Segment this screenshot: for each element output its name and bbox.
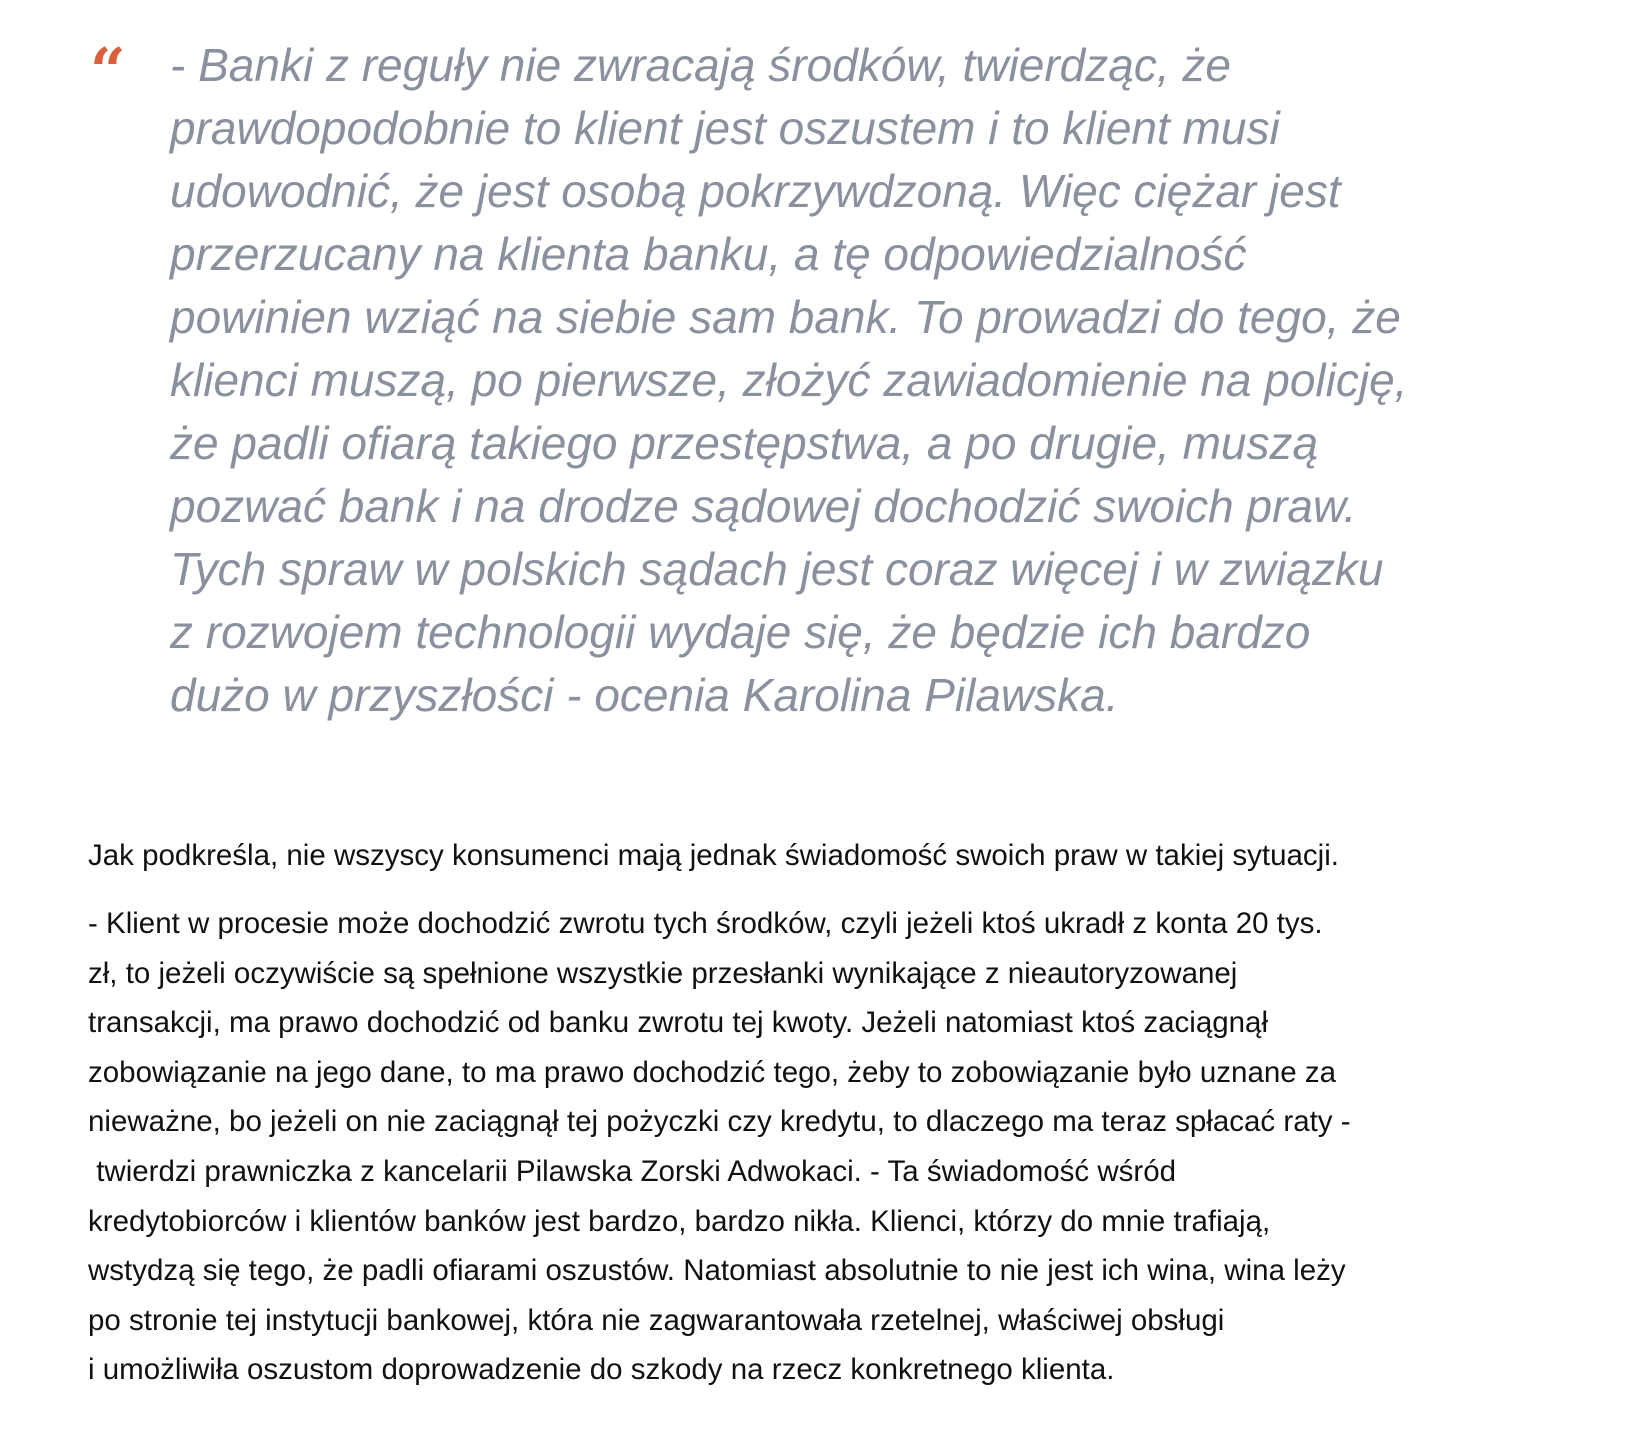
paragraph-line: transakcji, ma prawo dochodzić od banku zwrotu tej kwoty. Jeżeli natomiast ktoś zaciągnął xyxy=(88,1006,1269,1040)
quote-line: przerzucany na klienta banku, a tę odpowiedzialność xyxy=(170,228,1247,280)
paragraph-lawyer-statement xyxy=(88,899,1568,1395)
paragraph-line: nieważne, bo jeżeli on nie zaciągnął tej pożyczki czy kredytu, to dlaczego ma teraz spłacać raty - xyxy=(88,1105,1351,1139)
paragraph-line: wstydzą się tego, że padli ofiarami oszustów. Natomiast absolutnie to nie jest ich wina, wina leży xyxy=(88,1254,1346,1288)
quote-line: prawdopodobnie to klient jest oszustem i to klient musi xyxy=(170,102,1280,154)
paragraph-line: kredytobiorców i klientów banków jest bardzo, bardzo nikła. Klienci, którzy do mnie trafiają, xyxy=(88,1204,1271,1238)
paragraph-awareness xyxy=(88,828,1568,884)
paragraph-line: zobowiązanie na jego dane, to ma prawo dochodzić tego, żeby to zobowiązanie było uznane za xyxy=(88,1055,1337,1089)
paragraph-line: zł, to jeżeli oczywiście są spełnione wszystkie przesłanki wynikające z nieautoryzowanej xyxy=(88,956,1238,990)
paragraph-line: Jak podkreśla, nie wszyscy konsumenci mają jednak świadomość swoich praw w takiej sytuacji. xyxy=(88,839,1339,872)
quote-line: powinien wziąć na siebie sam bank. To prowadzi do tego, że xyxy=(170,291,1401,343)
quote-line: dużo w przyszłości - ocenia Karolina Pilawska. xyxy=(170,669,1119,721)
quote-open-icon: “ xyxy=(90,34,124,107)
paragraph-line: - Klient w procesie może dochodzić zwrotu tych środków, czyli jeżeli ktoś ukradł z konta 20 tys. xyxy=(88,907,1323,940)
quote-text xyxy=(170,34,1510,727)
quote-line: Tych spraw w polskich sądach jest coraz więcej i w związku xyxy=(170,543,1384,595)
quote-line: klienci muszą, po pierwsze, złożyć zawiadomienie na policję, xyxy=(170,354,1408,406)
paragraph-line: twierdzi prawniczka z kancelarii Pilawska Zorski Adwokaci. - Ta świadomość wśród xyxy=(88,1154,1177,1188)
quote-line: - Banki z reguły nie zwracają środków, twierdząc, że xyxy=(170,39,1231,91)
quote-line: pozwać bank i na drodze sądowej dochodzić swoich praw. xyxy=(170,480,1357,532)
paragraph-line: po stronie tej instytucji bankowej, która nie zagwarantowała rzetelnej, właściwej obsługi xyxy=(88,1303,1225,1337)
quote-line: że padli ofiarą takiego przestępstwa, a po drugie, muszą xyxy=(170,417,1319,469)
paragraph-line: i umożliwiła oszustom doprowadzenie do szkody na rzecz konkretnego klienta. xyxy=(88,1353,1115,1387)
quote-line: z rozwojem technologii wydaje się, że będzie ich bardzo xyxy=(170,606,1311,658)
quote-line: udowodnić, że jest osobą pokrzywdzoną. Więc ciężar jest xyxy=(170,165,1341,217)
